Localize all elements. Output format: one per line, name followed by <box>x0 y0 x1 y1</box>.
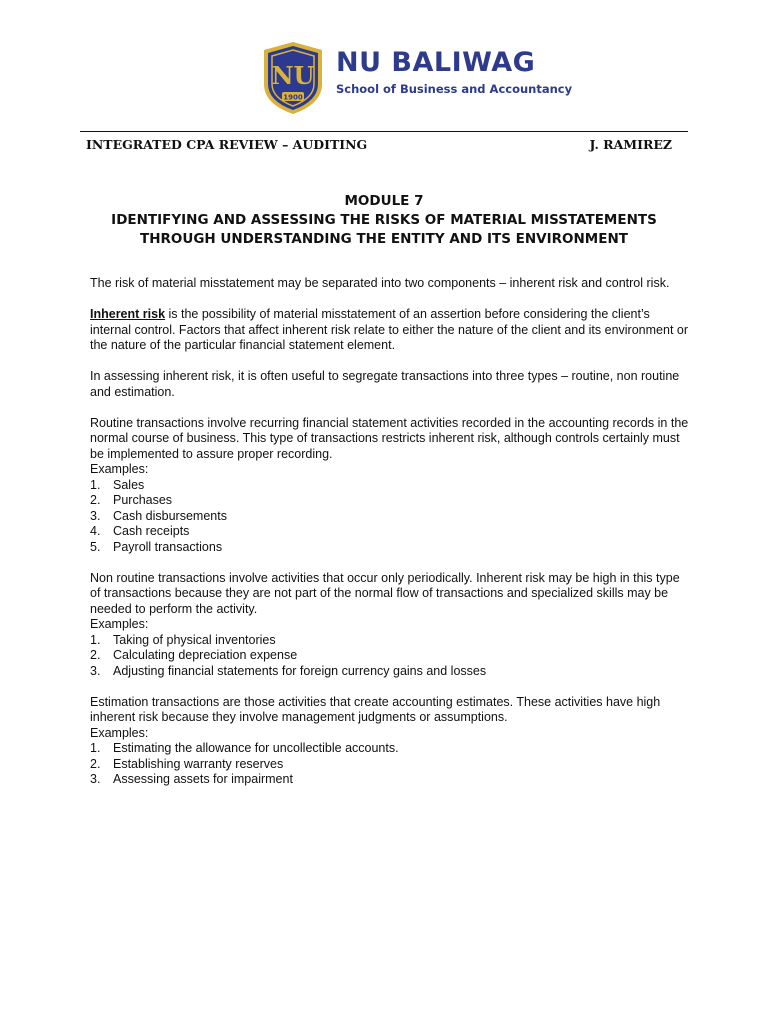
examples-label: Examples: <box>90 725 149 740</box>
routine-section <box>90 416 690 556</box>
list-item-number: 3. <box>90 772 101 786</box>
inherent-risk-term: Inherent risk <box>90 307 166 321</box>
seal-letters: NU <box>271 61 315 90</box>
list-item-text: Adjusting financial statements for foreign currency gains and losses <box>113 663 487 678</box>
nonroutine-section <box>90 571 690 680</box>
estimation-paragraph: Estimation transactions are those activities that create accounting estimates. These activities have high inherent risk because they involve management judgments or assumptions. <box>90 694 661 724</box>
examples-label: Examples: <box>90 617 149 631</box>
list-item <box>90 509 690 525</box>
assessing-paragraph: In assessing inherent risk, it is often useful to segregate transactions into three types – routine, non routine and estimation. <box>90 369 680 399</box>
routine-paragraph: Routine transactions involve recurring financial statement activities recorded in the accounting records in the normal course of business. This type of transactions restricts inherent risk, although controls certainly must be implemented to assure proper recording. <box>90 415 689 461</box>
estimation-examples-list <box>90 741 690 788</box>
list-item-number: 3. <box>90 508 101 523</box>
list-item-text: Cash receipts <box>113 524 190 538</box>
list-item-number: 1. <box>90 741 101 755</box>
list-item-number: 2. <box>90 648 101 662</box>
list-item-number: 3. <box>90 663 101 678</box>
list-item-number: 2. <box>90 493 101 507</box>
course-title: INTEGRATED CPA REVIEW – AUDITING <box>86 137 368 152</box>
nu-seal-logo <box>260 40 326 116</box>
list-item <box>90 493 690 509</box>
list-item-text: Sales <box>113 477 145 492</box>
list-item-number: 4. <box>90 524 101 538</box>
module-number: MODULE 7 <box>344 193 424 209</box>
list-item-number: 5. <box>90 539 101 554</box>
list-item-text: Establishing warranty reserves <box>113 756 284 771</box>
list-item <box>90 633 690 649</box>
list-item-number: 1. <box>90 632 101 647</box>
examples-label: Examples: <box>90 462 149 476</box>
routine-examples-list <box>90 478 690 556</box>
list-item <box>90 478 690 494</box>
nonroutine-paragraph: Non routine transactions involve activities that occur only periodically. Inherent risk may be high in this type of transactions because they are not part of the normal flow of transactions and specialized skills may be needed to perform the activity. <box>90 570 680 616</box>
list-item-text: Calculating depreciation expense <box>113 648 298 662</box>
intro-paragraph: The risk of material misstatement may be separated into two components – inherent risk and control risk. <box>90 276 670 290</box>
author-name: J. RAMIREZ <box>589 137 672 152</box>
list-item-text: Cash disbursements <box>113 508 227 523</box>
list-item-text: Purchases <box>113 493 173 507</box>
header-divider <box>80 131 688 132</box>
list-item <box>90 741 690 757</box>
list-item-text: Assessing assets for impairment <box>113 772 293 786</box>
brand-subtitle: School of Business and Accountancy <box>336 82 573 96</box>
inherent-risk-paragraph <box>90 307 690 354</box>
list-item <box>90 524 690 540</box>
list-item <box>90 772 690 788</box>
module-heading <box>80 192 688 249</box>
module-title-line-2: THROUGH UNDERSTANDING THE ENTITY AND ITS ENVIRONMENT <box>140 231 628 247</box>
list-item <box>90 648 690 664</box>
list-item <box>90 540 690 556</box>
seal-year: 1900 <box>283 93 303 102</box>
letterhead <box>0 0 768 130</box>
estimation-section <box>90 695 690 788</box>
list-item-text: Estimating the allowance for uncollectible accounts. <box>113 741 399 755</box>
brand-name: NU BALIWAG <box>336 47 536 78</box>
list-item-text: Taking of physical inventories <box>113 632 276 647</box>
module-title-line-1: IDENTIFYING AND ASSESSING THE RISKS OF MATERIAL MISSTATEMENTS <box>111 212 657 228</box>
list-item <box>90 664 690 680</box>
list-item-number: 2. <box>90 756 101 771</box>
list-item <box>90 757 690 773</box>
inherent-risk-definition: is the possibility of material misstatement of an assertion before considering the client’s internal control. Factors that affect inherent risk relate to either the nature of the client and its environment or the nature of the particular financial statement element. <box>90 307 689 352</box>
list-item-number: 1. <box>90 477 101 492</box>
document-body <box>90 276 690 803</box>
list-item-text: Payroll transactions <box>113 539 223 554</box>
nonroutine-examples-list <box>90 633 690 680</box>
